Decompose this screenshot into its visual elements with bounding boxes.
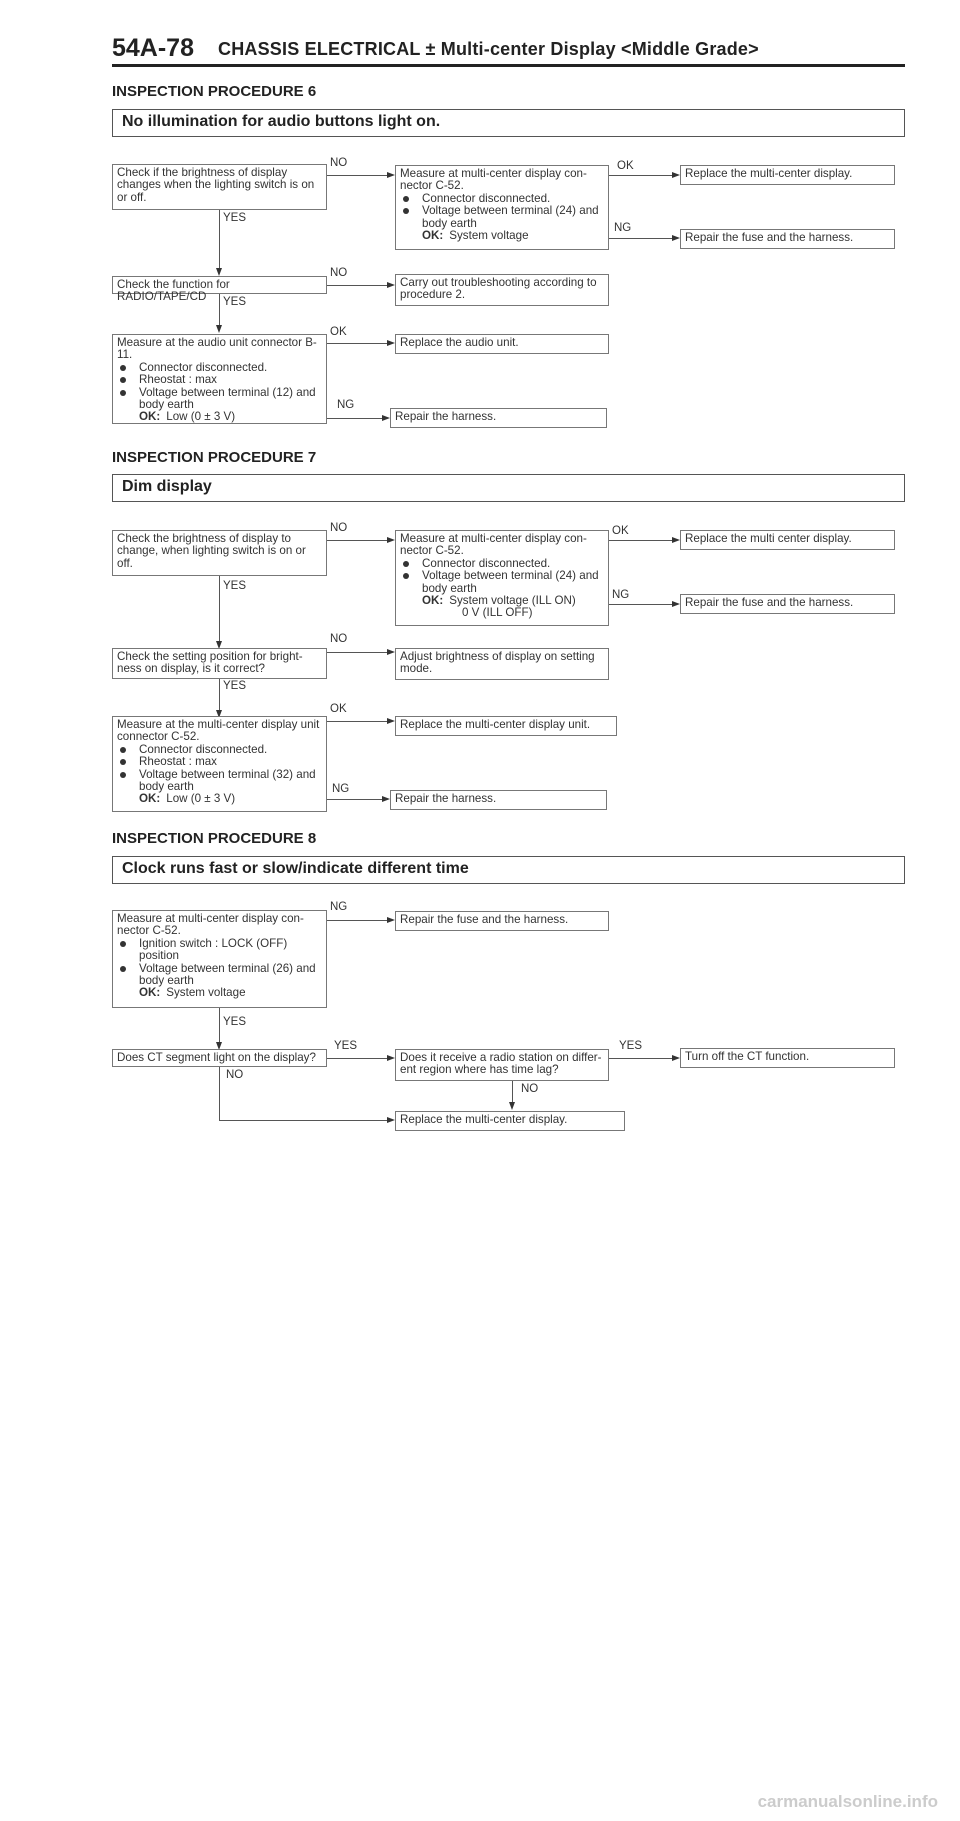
p8-ct-segment-box	[112, 1049, 327, 1067]
p6-replace-audio-box	[395, 334, 609, 354]
arrow-right-icon	[387, 1117, 395, 1123]
p6-heading: INSPECTION PROCEDURE 6	[112, 83, 317, 100]
p8-connector	[609, 1058, 673, 1059]
p6-connector	[219, 210, 220, 269]
p6-check-function-text: Check the function for RADIO/TAPE/CD	[117, 278, 230, 304]
p8-turn-off-ct-box	[680, 1048, 895, 1068]
p8-replace-display-box	[395, 1111, 625, 1131]
arrow-down-icon	[509, 1102, 515, 1110]
p7-ok-label-1: OK	[612, 525, 629, 537]
p6-no-label-2: NO	[330, 267, 348, 279]
p7-connector	[327, 652, 388, 653]
p8-yes-label-3: YES	[619, 1040, 643, 1052]
page-code: 54A-78	[112, 34, 194, 62]
p7-connector	[609, 604, 673, 605]
p7-connector	[219, 679, 220, 711]
p6-measure-b11-title: Measure at the audio unit connector B-11.	[117, 336, 317, 362]
p8-radio-station-box	[395, 1049, 609, 1081]
p8-ng-label-1: NG	[330, 901, 348, 913]
p8-replace-display-text: Replace the multi-center display.	[400, 1113, 568, 1126]
watermark: carmanualsonline.info	[757, 1792, 938, 1811]
p8-repair-fuse-text: Repair the fuse and the harness.	[400, 913, 569, 926]
p8-yes-label-1: YES	[223, 1016, 247, 1028]
p7-measure-unit-ok: Low (0 ± 3 V)	[166, 792, 236, 806]
p6-carry-out-text: Carry out troubleshooting according to procedure 2.	[400, 276, 597, 302]
p7-banner-text: Dim display	[122, 478, 212, 495]
p6-yes-label-2: YES	[223, 296, 247, 308]
p7-measure-c52-ok2: 0 V (ILL OFF)	[462, 606, 533, 620]
p7-connector	[609, 540, 673, 541]
p8-banner	[112, 856, 905, 884]
p6-ok-label-b11: OK:	[139, 410, 161, 424]
arrow-right-icon	[387, 917, 395, 923]
p6-replace-display-text: Replace the multi-center display.	[685, 167, 853, 180]
arrow-right-icon	[387, 172, 395, 178]
arrow-right-icon	[672, 601, 680, 607]
p7-measure-c52-item: Connector disconnected.	[400, 558, 604, 570]
p8-ct-segment-text: Does CT segment light on the display?	[117, 1051, 316, 1064]
p7-repair-fuse-box	[680, 594, 895, 614]
p6-measure-c52-box	[395, 165, 609, 250]
p6-ok-label-2: OK	[330, 326, 347, 338]
p8-connector	[512, 1081, 513, 1103]
p7-connector	[327, 799, 383, 800]
p8-measure-c52-item: Ignition switch : LOCK (OFF) position	[117, 938, 322, 963]
p6-check-brightness-box	[112, 164, 327, 210]
p8-measure-c52-item: Voltage between terminal (26) and body earth	[117, 963, 322, 988]
p6-repair-harness-text: Repair the harness.	[395, 410, 497, 423]
p6-connector	[609, 238, 673, 239]
p8-connector	[327, 920, 388, 921]
p6-ng-label-2: NG	[337, 399, 355, 411]
p6-measure-c52-item: Voltage between terminal (24) and body earth	[400, 205, 604, 230]
p7-adjust-text: Adjust brightness of display on setting mode.	[400, 650, 595, 676]
p8-measure-c52-box	[112, 910, 327, 1008]
p7-adjust-box	[395, 648, 609, 680]
p7-ok-label-2: OK	[330, 703, 347, 715]
p6-check-brightness-text: Check if the brightness of display changes when the lighting switch is on or off.	[117, 166, 315, 204]
p6-connector	[327, 285, 388, 286]
p8-yes-label-2: YES	[334, 1040, 358, 1052]
arrow-right-icon	[387, 537, 395, 543]
p8-measure-c52-ok: System voltage	[166, 986, 246, 1000]
p8-no-label-2: NO	[521, 1083, 539, 1095]
p6-repair-harness-box	[390, 408, 607, 428]
p7-repair-fuse-text: Repair the fuse and the harness.	[685, 596, 854, 609]
p6-repair-fuse-text: Repair the fuse and the harness.	[685, 231, 854, 244]
p7-measure-unit-item: Connector disconnected.	[117, 744, 322, 756]
p7-ok-label: OK:	[422, 594, 444, 608]
p7-yes-label-1: YES	[223, 580, 247, 592]
p6-ng-label-1: NG	[614, 222, 632, 234]
p7-measure-unit-item: Voltage between terminal (32) and body earth	[117, 769, 322, 794]
p8-connector	[219, 1067, 220, 1121]
p7-replace-display-box	[680, 530, 895, 550]
arrow-right-icon	[382, 415, 390, 421]
arrow-right-icon	[387, 282, 395, 288]
p6-measure-b11-item: Connector disconnected.	[117, 362, 322, 374]
p8-connector	[219, 1008, 220, 1043]
p7-connector	[327, 721, 388, 722]
arrow-down-icon	[216, 268, 222, 276]
p7-ok-label-unit: OK:	[139, 792, 161, 806]
p7-check-brightness-box	[112, 530, 327, 576]
p7-measure-unit-title: Measure at the multi-center display unit connector C-52.	[117, 718, 320, 744]
p6-connector	[609, 175, 673, 176]
p6-measure-c52-ok: System voltage	[449, 229, 529, 243]
p8-connector	[327, 1058, 388, 1059]
p7-no-label-2: NO	[330, 633, 348, 645]
page-title: CHASSIS ELECTRICAL ± Multi-center Display <Middle Grade>	[218, 39, 759, 59]
p8-radio-station-text: Does it receive a radio station on differ- ent region where has time lag?	[400, 1051, 602, 1077]
p7-connector	[327, 540, 388, 541]
arrow-right-icon	[387, 649, 395, 655]
p7-ng-label-2: NG	[332, 783, 350, 795]
p6-repair-fuse-box	[680, 229, 895, 249]
p6-connector	[327, 418, 383, 419]
p7-check-setting-box	[112, 648, 327, 679]
arrow-right-icon	[382, 796, 390, 802]
p7-replace-display-text: Replace the multi center display.	[685, 532, 852, 545]
header-rule	[112, 64, 905, 67]
p8-banner-text: Clock runs fast or slow/indicate different time	[122, 860, 469, 877]
p6-measure-b11-item: Voltage between terminal (12) and body earth	[117, 387, 322, 412]
p8-repair-fuse-box	[395, 911, 609, 931]
p7-banner	[112, 474, 905, 502]
p7-measure-c52-title: Measure at multi-center display con- nector C-52.	[400, 532, 587, 558]
p6-measure-b11-ok: Low (0 ± 3 V)	[166, 410, 236, 424]
p8-heading: INSPECTION PROCEDURE 8	[112, 830, 317, 847]
arrow-right-icon	[387, 1055, 395, 1061]
p6-yes-label-1: YES	[223, 212, 247, 224]
p7-no-label-1: NO	[330, 522, 348, 534]
arrow-right-icon	[672, 1055, 680, 1061]
arrow-right-icon	[672, 537, 680, 543]
p6-no-label-1: NO	[330, 157, 348, 169]
p6-replace-display-box	[680, 165, 895, 185]
p8-ok-label: OK:	[139, 986, 161, 1000]
p7-yes-label-2: YES	[223, 680, 247, 692]
p6-connector	[219, 294, 220, 326]
p7-measure-unit-box	[112, 716, 327, 812]
p7-check-setting-text: Check the setting position for bright- ness on display, is it correct?	[117, 650, 303, 676]
arrow-right-icon	[387, 340, 395, 346]
p7-measure-unit-item: Rheostat : max	[117, 756, 322, 768]
arrow-right-icon	[672, 235, 680, 241]
p6-banner	[112, 109, 905, 137]
p6-carry-out-box	[395, 274, 609, 306]
p6-ok-label-1: OK	[617, 160, 634, 172]
p7-replace-unit-text: Replace the multi-center display unit.	[400, 718, 591, 731]
p7-ng-label-1: NG	[612, 589, 630, 601]
p7-replace-unit-box	[395, 716, 617, 736]
p7-repair-harness-text: Repair the harness.	[395, 792, 497, 805]
p7-measure-c52-item: Voltage between terminal (24) and body earth	[400, 570, 604, 595]
p8-no-label-1: NO	[226, 1069, 244, 1081]
p8-connector	[219, 1120, 388, 1121]
p6-measure-c52-title: Measure at multi-center display con- nector C-52.	[400, 167, 587, 193]
p6-connector	[327, 343, 388, 344]
p6-replace-audio-text: Replace the audio unit.	[400, 336, 519, 349]
p7-measure-c52-box	[395, 530, 609, 626]
p6-measure-b11-item: Rheostat : max	[117, 374, 322, 386]
p6-ok-label: OK:	[422, 229, 444, 243]
p6-measure-b11-box	[112, 334, 327, 424]
p8-turn-off-ct-text: Turn off the CT function.	[685, 1050, 810, 1063]
p6-connector	[327, 175, 388, 176]
p8-measure-c52-title: Measure at multi-center display con- nector C-52.	[117, 912, 304, 938]
p7-measure-c52-ok: System voltage (ILL ON)	[449, 594, 576, 608]
p6-measure-c52-item: Connector disconnected.	[400, 193, 604, 205]
p7-repair-harness-box	[390, 790, 607, 810]
p7-heading: INSPECTION PROCEDURE 7	[112, 449, 317, 466]
p7-connector	[219, 576, 220, 642]
arrow-right-icon	[672, 172, 680, 178]
arrow-down-icon	[216, 325, 222, 333]
arrow-right-icon	[387, 718, 395, 724]
p7-check-brightness-text: Check the brightness of display to change, when lighting switch is on or off.	[117, 532, 306, 570]
p6-banner-text: No illumination for audio buttons light on.	[122, 113, 441, 130]
